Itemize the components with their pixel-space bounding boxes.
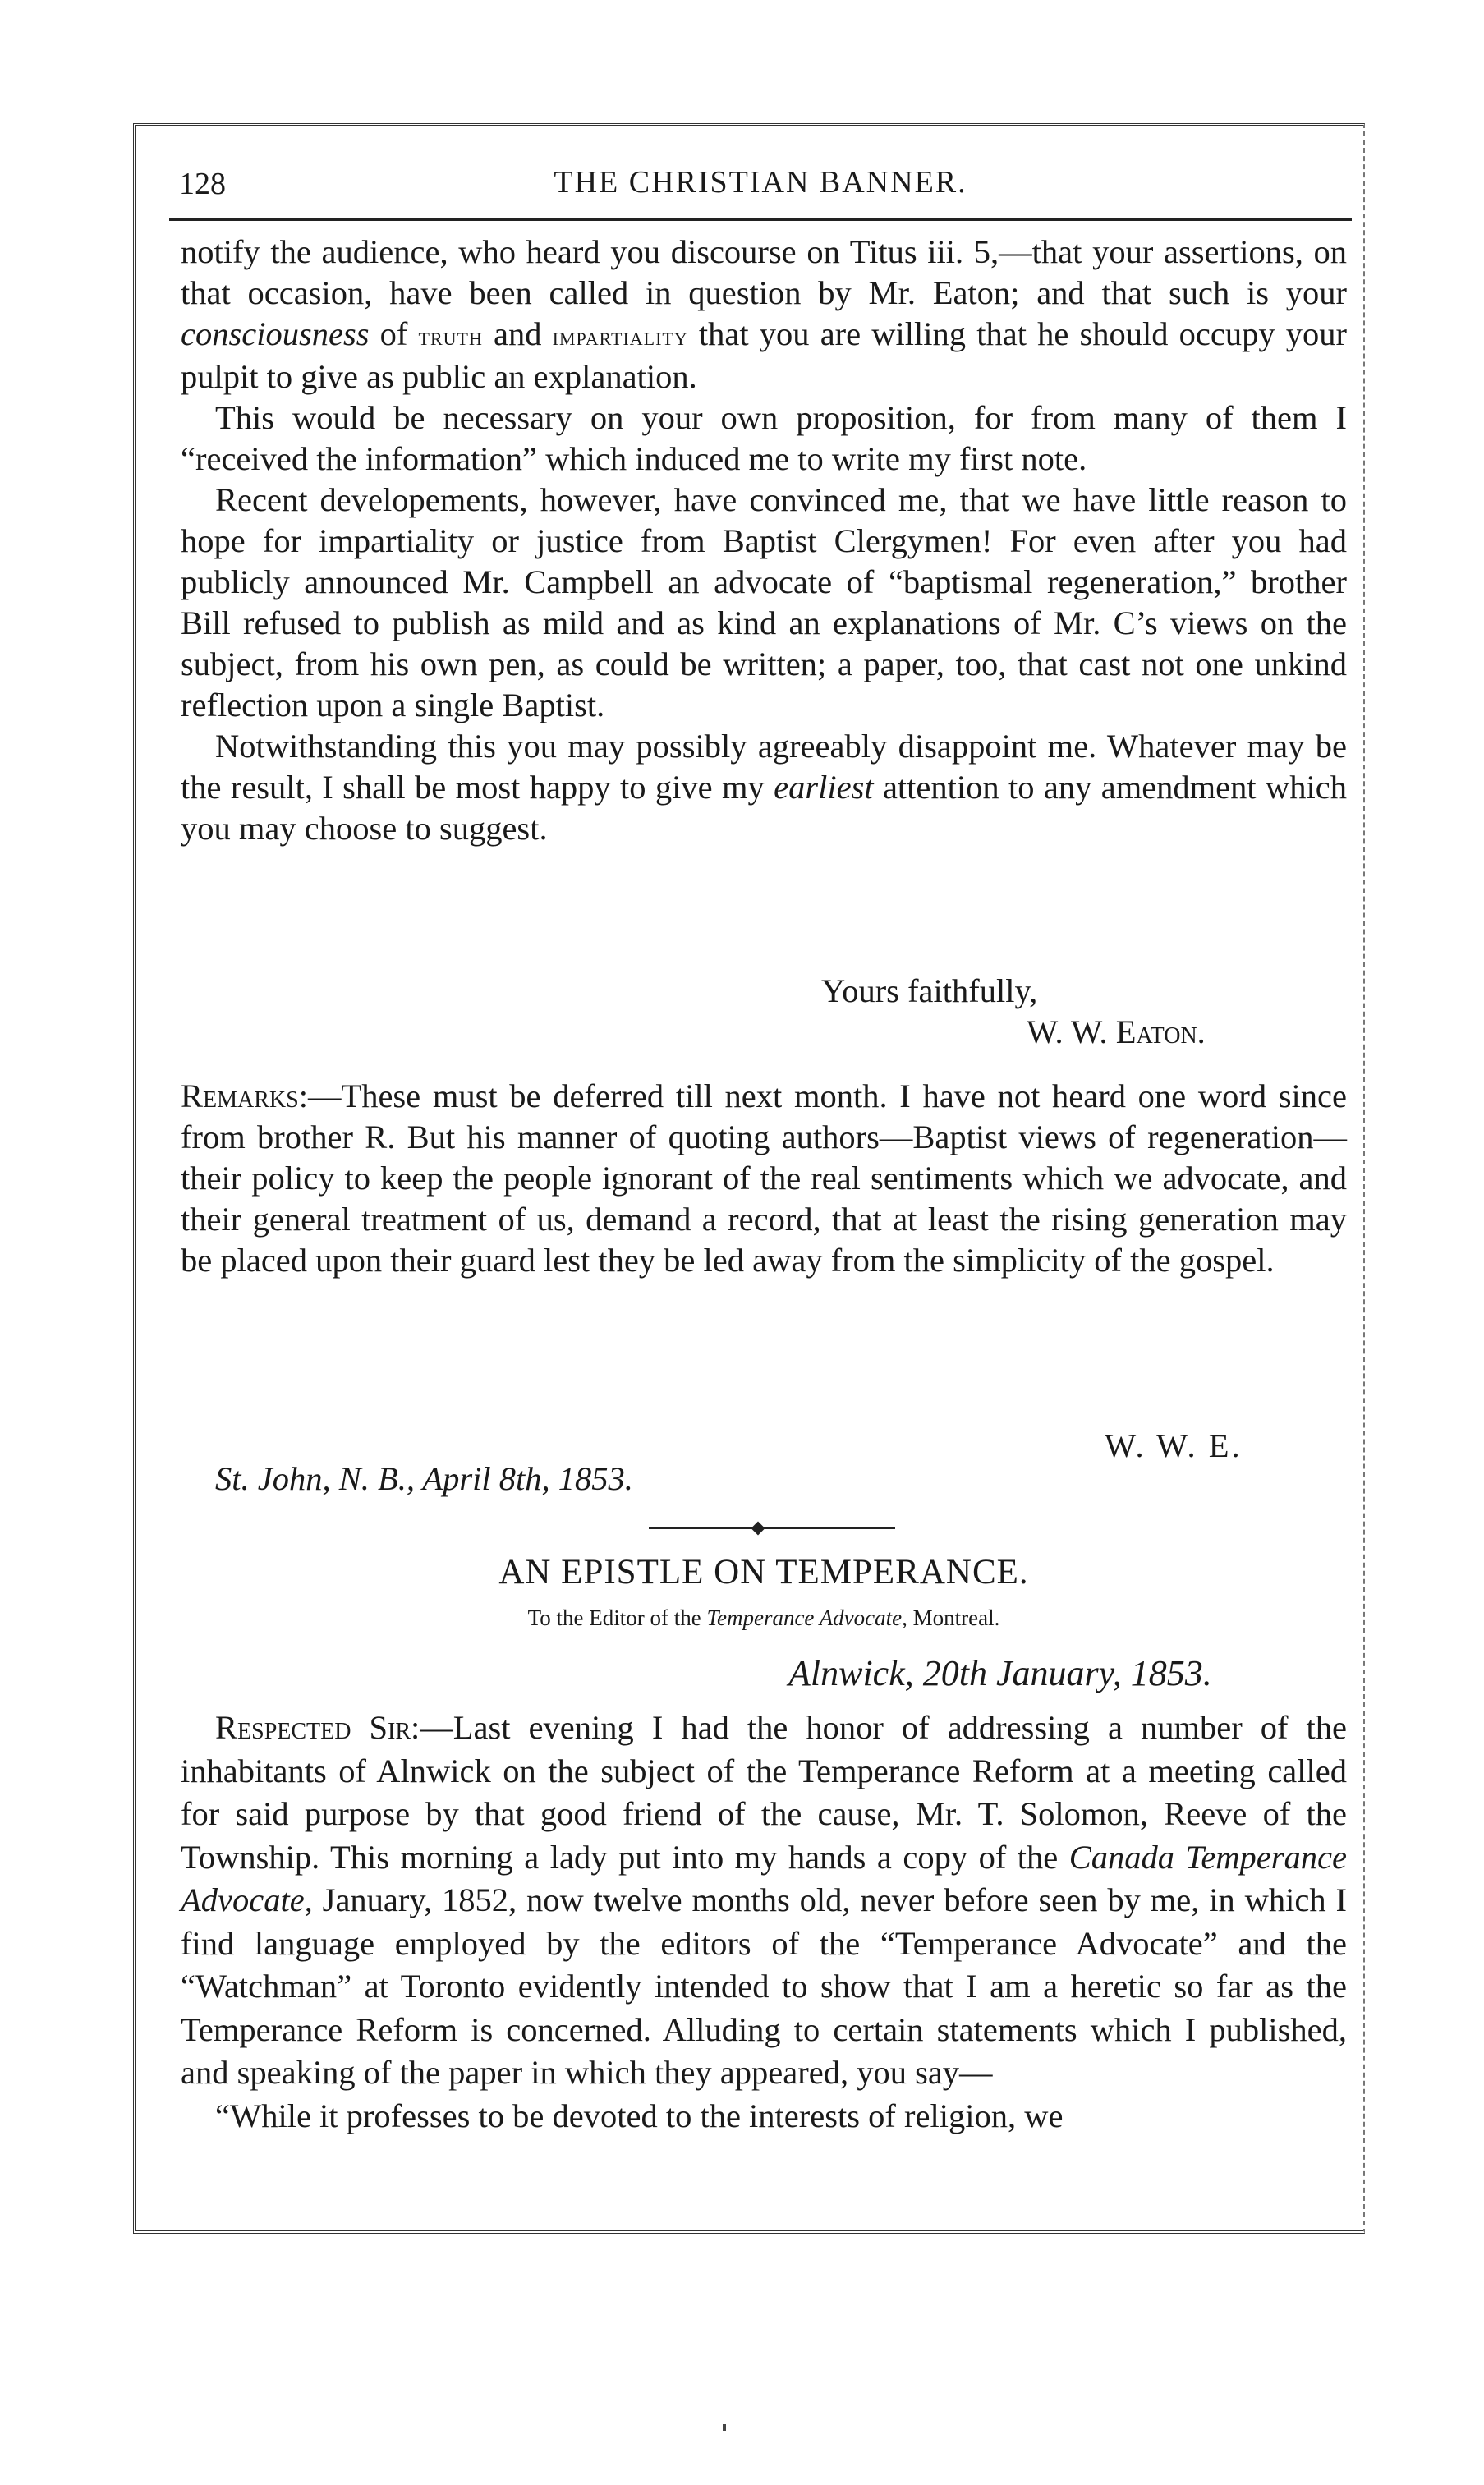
journal-title: THE CHRISTIAN BANNER.: [554, 165, 967, 200]
page-number: 128: [179, 167, 226, 201]
letter-body: [181, 232, 1347, 849]
epistle-subtitle: To the Editor of the Temperance Advocate, Montreal.: [527, 1605, 1000, 1630]
epistle-body: [181, 1706, 1347, 2138]
letter-paragraph-4: Notwithstanding this you may possibly agreeably disappoint me. Whatever may be the result, I shall be most happy to give my earliest attention to any amendment which you may choose to suggest.: [181, 728, 1347, 847]
remarks-dateline: St. John, N. B., April 8th, 1853.: [215, 1460, 633, 1497]
letter-closing: Yours faithfully,: [821, 972, 1038, 1009]
epistle-quote: “While it professes to be devoted to the interests of religion, we: [215, 2097, 1064, 2134]
letter-paragraph-3: Recent developements, however, have convinced me, that we have little reason to hope for impartiality or justice from Baptist Clergymen! For even after you had publicly announced Mr. Campbell an advocate of “baptismal regeneration,” brother Bill refused to publish as mild and as kind an explanations of Mr. C’s views on the subject, from his own pen, as could be written; a paper, too, that cast not one unkind reflection upon a single Baptist.: [181, 481, 1347, 723]
epistle-title: AN EPISTLE ON TEMPERANCE.: [498, 1553, 1029, 1592]
remarks-initials: W. W. E.: [1105, 1427, 1243, 1464]
epistle-dateline: Alnwick, 20th January, 1853.: [788, 1653, 1212, 1693]
running-head: [169, 161, 1352, 221]
letter-signature: W. W. Eaton.: [1027, 1013, 1206, 1050]
epistle-paragraph-1: Respected Sir:—Last evening I had the honor of addressing a number of the inhabitants of Alnwick on the subject of the Temperance Reform at a meeting called for said purpose by that good friend of the cause, Mr. T. Solomon, Reeve of the Township. This morning a lady put into my hands a copy of the Canada Temperance Advocate, January, 1852, now twelve months old, never before seen by me, in which I find language employed by the editors of the “Temperance Advocate” and the “Watchman” at Toronto evidently intended to show that I am a heretic so far as the Temperance Reform is concerned. Alluding to certain statements which I published, and speaking of the paper in which they appeared, you say—: [181, 1709, 1348, 2091]
letter-paragraph-1: notify the audience, who heard you discourse on Titus iii. 5,—that your assertions, on that occasion, have been called in question by Mr. Eaton; and that such is your consciousness of truth and impartiality that you are willing that he should occupy your pulpit to give as public an explanation.: [181, 233, 1347, 395]
remarks-lead: Remarks: [181, 1077, 299, 1114]
section-divider: [649, 1527, 895, 1529]
remarks-paragraph: Remarks:—These must be deferred till next month. I have not heard one word since from brother R. But his manner of quoting authors—Baptist views of regeneration—their policy to keep the people ignorant of the real sentiments which we advocate, and their general treatment of us, demand a record, that at least the rising generation may be placed upon their guard lest they be led away from the simplicity of the gospel.: [181, 1077, 1347, 1279]
epistle-salutation: Respected Sir: [215, 1709, 411, 1746]
remarks-section: [181, 1076, 1347, 1281]
letter-paragraph-2: This would be necessary on your own proposition, for from many of them I “received the information” which induced me to write my first note.: [181, 399, 1347, 477]
scan-speck: [723, 2424, 726, 2431]
